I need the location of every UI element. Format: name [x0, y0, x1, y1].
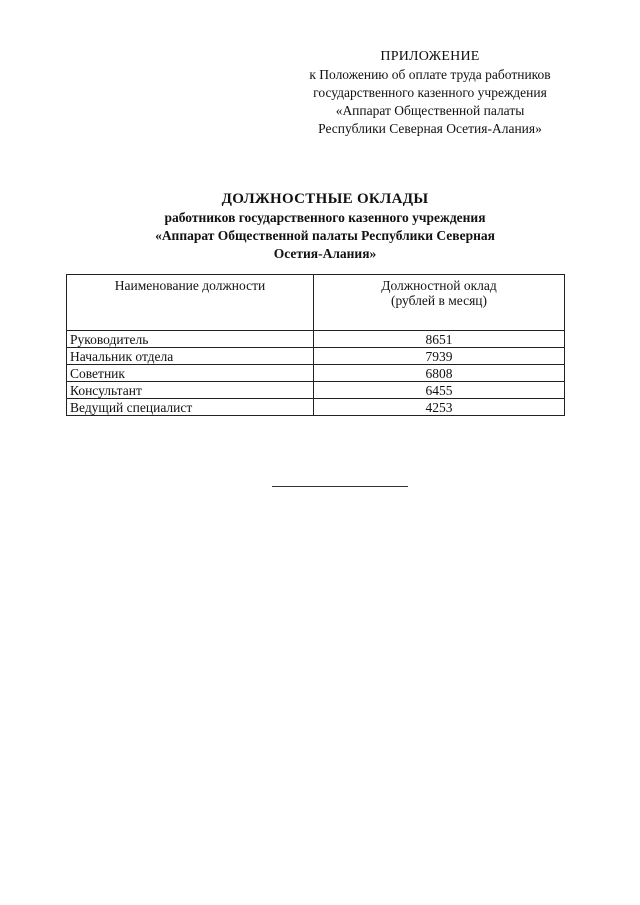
- position-cell: Ведущий специалист: [67, 399, 314, 416]
- salary-cell: 6455: [314, 382, 565, 399]
- appendix-line: Республики Северная Осетия-Алания»: [318, 121, 542, 136]
- title-subline: Осетия-Алания»: [273, 246, 377, 261]
- appendix-block: [280, 48, 580, 138]
- salary-cell: 8651: [314, 331, 565, 348]
- position-cell: Начальник отдела: [67, 348, 314, 365]
- position-cell: Консультант: [67, 382, 314, 399]
- appendix-line: к Положению об оплате труда работников: [309, 67, 551, 82]
- table-row: [67, 365, 565, 382]
- table-header-row: [67, 275, 565, 331]
- table-row: [67, 331, 565, 348]
- appendix-line: «Аппарат Общественной палаты: [335, 103, 525, 118]
- end-divider: [272, 486, 408, 487]
- position-cell: Советник: [67, 365, 314, 382]
- table-row: [67, 399, 565, 416]
- position-cell: Руководитель: [67, 331, 314, 348]
- table-row: [67, 348, 565, 365]
- title-subline: работников государственного казенного учреждения: [164, 210, 486, 225]
- header-salary-label: Должностной оклад (рублей в месяц): [381, 278, 497, 308]
- title-subline: «Аппарат Общественной палаты Республики Северная: [155, 228, 495, 243]
- appendix-line: государственного казенного учреждения: [313, 85, 547, 100]
- header-position: [67, 275, 314, 331]
- salary-cell: 6808: [314, 365, 565, 382]
- salary-cell: 7939: [314, 348, 565, 365]
- document-title: [100, 190, 550, 263]
- header-position-label: Наименование должности: [114, 278, 266, 293]
- table-row: [67, 382, 565, 399]
- appendix-heading: ПРИЛОЖЕНИЕ: [380, 49, 480, 64]
- salary-cell: 4253: [314, 399, 565, 416]
- salary-table: [66, 274, 565, 416]
- title-main: ДОЛЖНОСТНЫЕ ОКЛАДЫ: [221, 191, 429, 207]
- header-salary: [314, 275, 565, 331]
